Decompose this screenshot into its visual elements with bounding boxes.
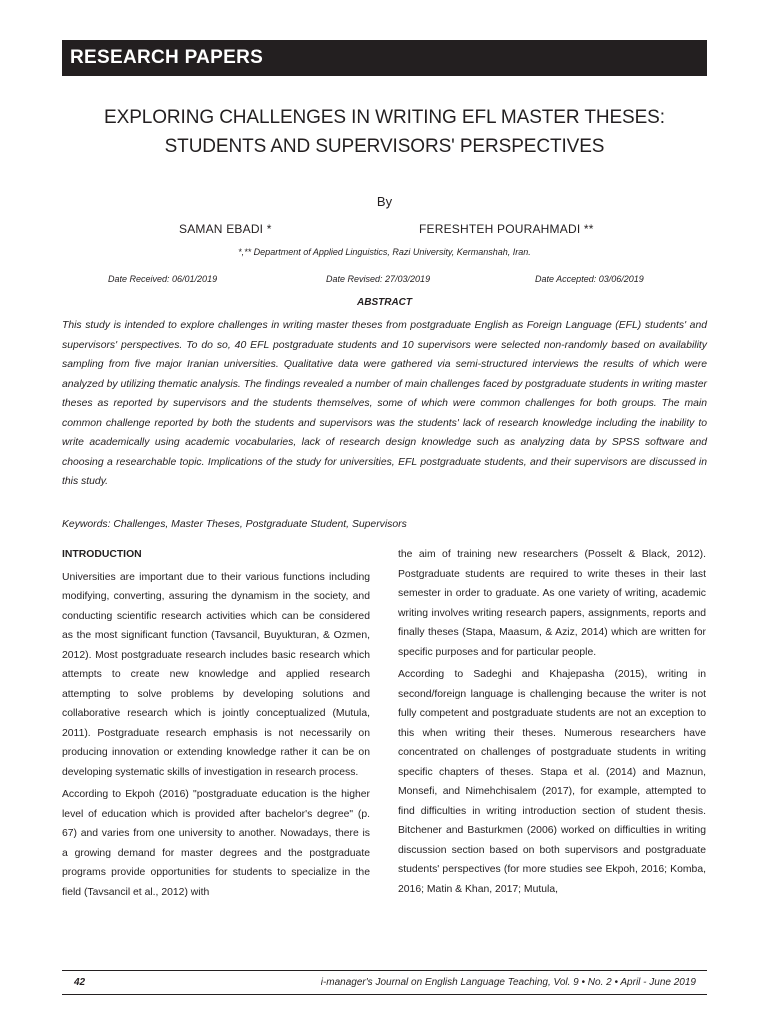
page-number: 42 xyxy=(74,977,86,988)
section-banner: RESEARCH PAPERS xyxy=(62,40,707,76)
paragraph: Universities are important due to their various functions including modifying, converting, assuring the dynamism in the society, and conducting scientific research activities which can be considered as the most significant function (Tavsancil, Buyukturan, & Ozmen, 2012). Most postgraduate research includes basic research which attempts to create new knowledge and applied research attempting to solve problems by developing solutions and collaborative research which is jointly conceptualized (Mutula, 2011). Postgraduate research emphasis is not necessarily on producing innovation or extending knowledge rather it can be on developing systematic skills of investigation in research process. xyxy=(62,571,370,778)
journal-citation: i-manager's Journal on English Language Teaching, Vol. 9 • No. 2 • April - June 2019 xyxy=(320,977,696,988)
date-received: Date Received: 06/01/2019 xyxy=(108,274,218,284)
title-line-2: STUDENTS AND SUPERVISORS' PERSPECTIVES xyxy=(164,136,605,157)
author-2: FERESHTEH POURAHMADI ** xyxy=(419,222,594,236)
keywords: Keywords: Challenges, Master Theses, Postgraduate Student, Supervisors xyxy=(62,519,407,530)
paragraph: the aim of training new researchers (Posselt & Black, 2012). Postgraduate students are required to write theses in their last semester in order to graduate. As one variety of writing, academic writing involves writing research papers, assignments, reports and finally theses (Stapa, Maasum, & Aziz, 2014) which are written for specific purposes and for particular people. xyxy=(398,549,706,658)
paper-title xyxy=(62,103,707,161)
affiliation: *,** Department of Applied Linguistics, Razi University, Kermanshah, Iran. xyxy=(238,247,531,257)
abstract-body: This study is intended to explore challenges in writing master theses from postgraduate English as Foreign Language (EFL) students' and supervisors' perspectives. To do so, 40 EFL postgraduate students and 10 supervisors were selected non-randomly based on availability sampling from five major Iranian universities. Qualitative data were gathered via semi-structured interviews the results of which were analyzed by utilizing thematic analysis. The findings revealed a number of main challenges faced by postgraduate students in writing master theses as reported by supervisors and the students themselves, some of which were common challenges for both groups. The main common challenge reported by both the students and supervisors was the students' lack of research knowledge including the inability to write academically using academic vocabularies, lack of research design knowledge such as analyzing data by SPSS software and choosing a researchable topic. Implications of the study for universities, EFL postgraduate students, and their supervisors are discussed in this study. xyxy=(62,320,707,487)
introduction-heading: INTRODUCTION xyxy=(62,549,142,560)
footer-rule-top xyxy=(62,970,707,971)
paragraph: According to Ekpoh (2016) "postgraduate education is the higher level of education which is provided after bachelor's degree" (p. 67) and varies from one university to another. Nowadays, there is a growing demand for master degrees and the postgraduate programs provide opportunities for students to specialize in the field (Tavsancil et al., 2012) with xyxy=(62,789,370,898)
abstract-heading: ABSTRACT xyxy=(357,297,412,308)
date-accepted: Date Accepted: 03/06/2019 xyxy=(535,274,644,284)
footer-rule-bottom xyxy=(62,994,707,995)
paragraph: According to Sadeghi and Khajepasha (2015), writing in second/foreign language is challenging because the writer is not fully competent and postgraduate students are not an exception to this when writing their theses. Numerous researchers have concentrated on challenges of postgraduate students in writing specific chapters of theses. Stapa et al. (2014) and Maznun, Monsefi, and Nimehchisalem (2017), for example, attempted to find difficulties in writing introduction section of student thesis. Bitchener and Basturkmen (2006) worked on difficulties in writing discussion section based on both supervisors and postgraduate students' perspectives (for more studies see Ekpoh, 2016; Komba, 2016; Matin & Khan, 2017; Mutula, xyxy=(398,669,706,895)
left-column xyxy=(62,545,370,905)
date-revised: Date Revised: 27/03/2019 xyxy=(326,274,431,284)
by-label: By xyxy=(376,194,393,209)
right-column xyxy=(398,545,706,902)
title-line-1: EXPLORING CHALLENGES IN WRITING EFL MASTER THESES: xyxy=(104,107,665,128)
author-1: SAMAN EBADI * xyxy=(179,222,272,236)
